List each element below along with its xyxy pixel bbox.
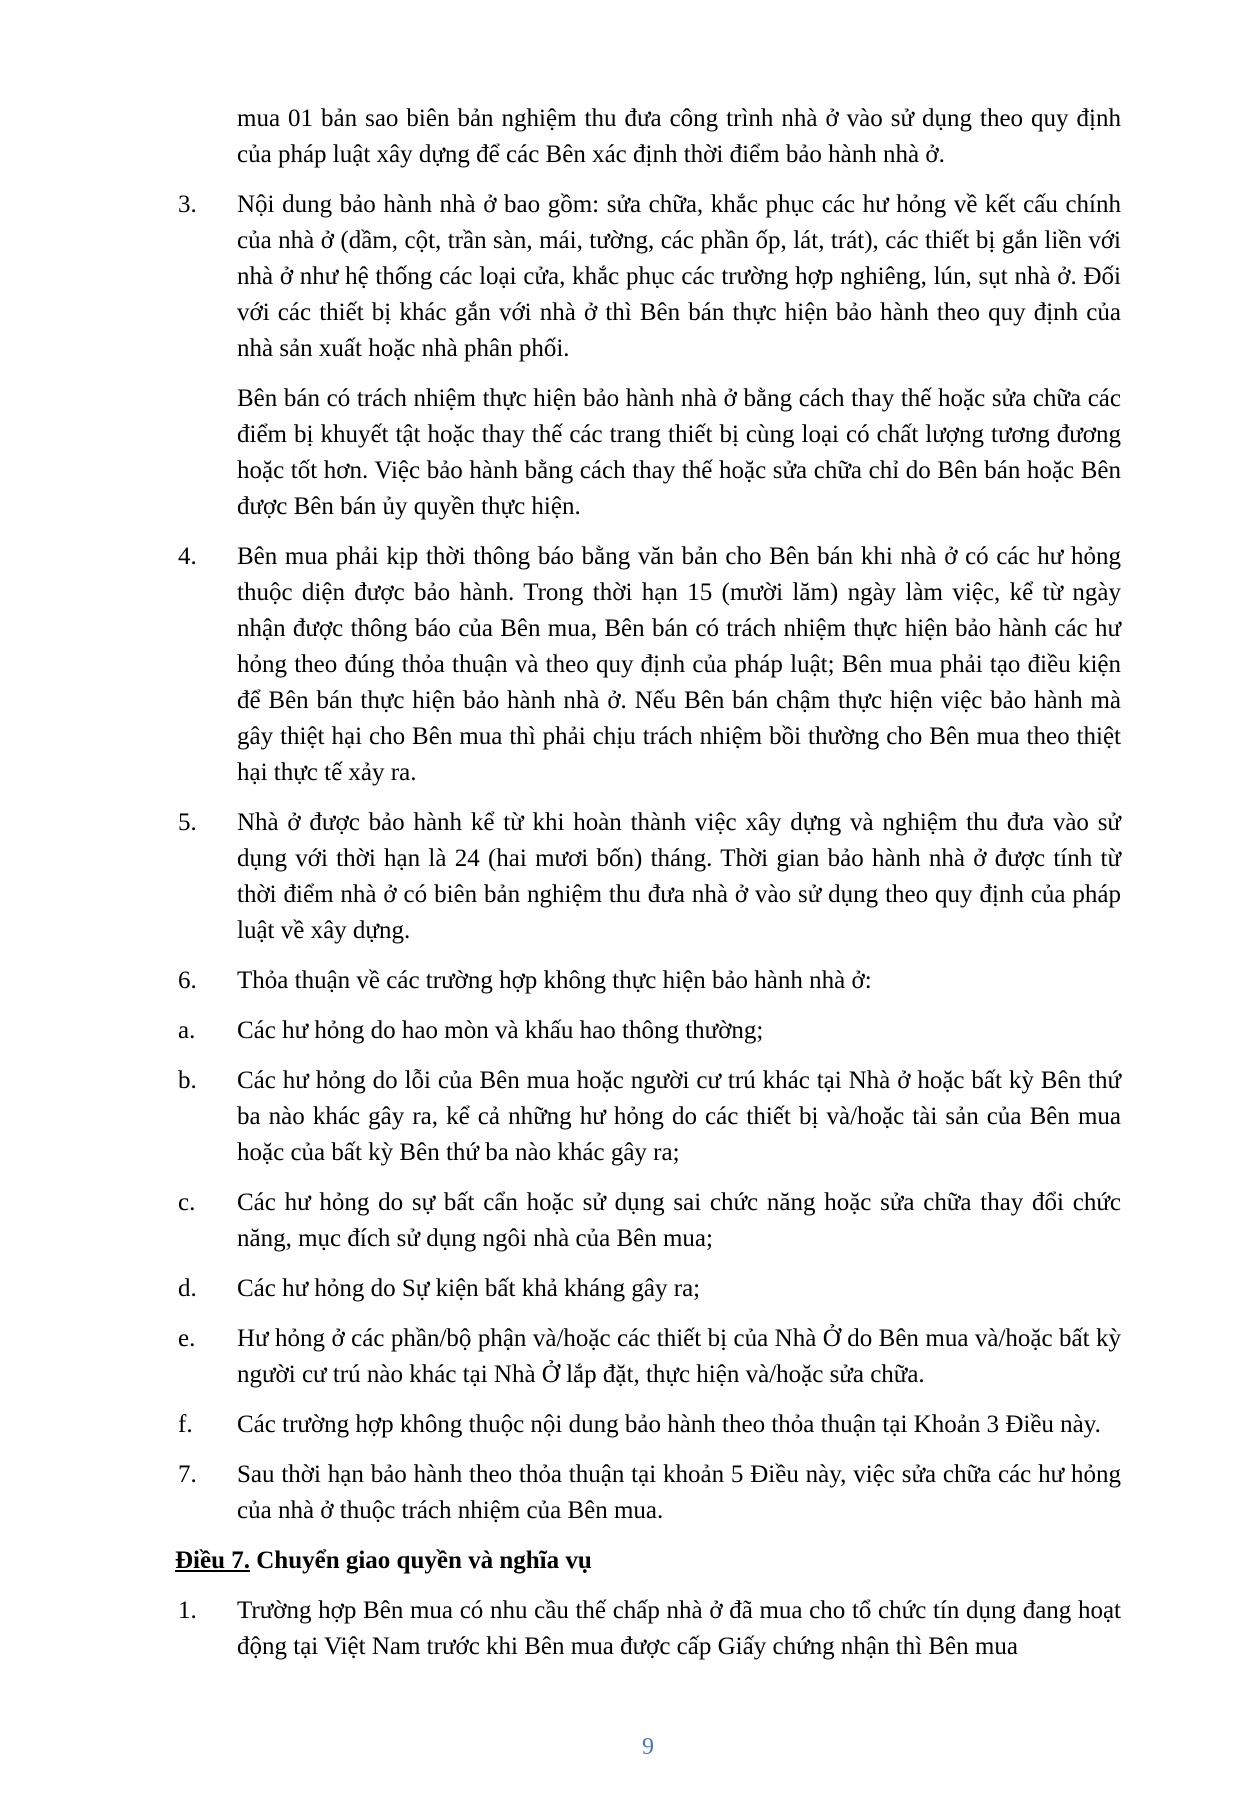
list-item (175, 805, 1121, 949)
list-marker: 4. (178, 543, 197, 570)
list-marker: 6. (178, 967, 197, 994)
list-marker: 5. (178, 809, 197, 836)
list-text: Bên mua phải kịp thời thông báo bằng văn bản cho Bên bán khi nhà ở có các hư hỏng thuộc diện được bảo hành. Trong thời hạn 15 (mười lăm) ngày làm việc, kể từ ngày nhận được thông báo của Bên mua, Bên bán có trách nhiệm thực hiện bảo hành các hư hỏng theo đúng thỏa thuận và theo quy định của pháp luật; Bên mua phải tạo điều kiện để Bên bán thực hiện bảo hành nhà ở. Nếu Bên bán chậm thực hiện việc bảo hành mà gây thiệt hại cho Bên mua thì phải chịu trách nhiệm bồi thường cho Bên mua theo thiệt hại thực tế xảy ra. (237, 543, 1121, 786)
list-marker: c. (178, 1189, 196, 1216)
section-heading (175, 1543, 1121, 1579)
list-text: Các hư hỏng do sự bất cẩn hoặc sử dụng sai chức năng hoặc sửa chữa thay đổi chức năng, mục đích sử dụng ngôi nhà của Bên mua; (237, 1189, 1121, 1252)
list-text: Nhà ở được bảo hành kể từ khi hoàn thành việc xây dựng và nghiệm thu đưa vào sử dụng với thời hạn là 24 (hai mươi bốn) tháng. Thời gian bảo hành nhà ở được tính từ thời điểm nhà ở có biên bản nghiệm thu đưa nhà ở vào sử dụng theo quy định của pháp luật về xây dựng. (237, 809, 1121, 944)
list-item (175, 1271, 1121, 1307)
list-item (175, 187, 1121, 367)
list-text: Thỏa thuận về các trường hợp không thực hiện bảo hành nhà ở: (237, 967, 872, 994)
list-item (175, 1063, 1121, 1171)
list-item (175, 1407, 1121, 1443)
list-text: Trường hợp Bên mua có nhu cầu thế chấp nhà ở đã mua cho tổ chức tín dụng đang hoạt động tại Việt Nam trước khi Bên mua được cấp Giấy chứng nhận thì Bên mua (237, 1597, 1121, 1660)
list-marker: 3. (178, 191, 197, 218)
list-text: Các hư hỏng do hao mòn và khấu hao thông thường; (237, 1017, 764, 1044)
list-text: Nội dung bảo hành nhà ở bao gồm: sửa chữa, khắc phục các hư hỏng về kết cấu chính của nhà ở (dầm, cột, trần sàn, mái, tường, các phần ốp, lát, trát), các thiết bị gắn liền với nhà ở như hệ thống các loại cửa, khắc phục các trường hợp nghiêng, lún, sụt nhà ở. Đối với các thiết bị khác gắn với nhà ở thì Bên bán thực hiện bảo hành theo quy định của nhà sản xuất hoặc nhà phân phối. (237, 191, 1121, 362)
list-item (175, 1185, 1121, 1257)
list-text: Các hư hỏng do lỗi của Bên mua hoặc người cư trú khác tại Nhà ở hoặc bất kỳ Bên thứ ba nào khác gây ra, kể cả những hư hỏng do các thiết bị và/hoặc tài sản của Bên mua hoặc của bất kỳ Bên thứ ba nào khác gây ra; (237, 1067, 1121, 1166)
list-item (175, 1013, 1121, 1049)
list-marker: a. (178, 1017, 196, 1044)
paragraph-text: mua 01 bản sao biên bản nghiệm thu đưa công trình nhà ở vào sử dụng theo quy định của pháp luật xây dựng để các Bên xác định thời điểm bảo hành nhà ở. (237, 105, 1121, 168)
list-marker: 7. (178, 1461, 197, 1488)
list-marker: b. (178, 1067, 197, 1094)
list-marker: d. (178, 1275, 197, 1302)
section-heading-title: Chuyển giao quyền và nghĩa vụ (256, 1547, 592, 1574)
list-text: Hư hỏng ở các phần/bộ phận và/hoặc các thiết bị của Nhà Ở do Bên mua và/hoặc bất kỳ người cư trú nào khác tại Nhà Ở lắp đặt, thực hiện và/hoặc sửa chữa. (237, 1325, 1121, 1388)
list-marker: 1. (178, 1597, 197, 1624)
list-marker: f. (178, 1411, 193, 1438)
paragraph (175, 101, 1121, 173)
document-body (175, 101, 1121, 1679)
list-item (175, 1457, 1121, 1529)
list-item (175, 539, 1121, 791)
list-text: Các hư hỏng do Sự kiện bất khả kháng gây ra; (237, 1275, 701, 1302)
list-text: Sau thời hạn bảo hành theo thỏa thuận tại khoản 5 Điều này, việc sửa chữa các hư hỏng của nhà ở thuộc trách nhiệm của Bên mua. (237, 1461, 1121, 1524)
list-marker: e. (178, 1325, 196, 1352)
paragraph (175, 381, 1121, 525)
list-item (175, 963, 1121, 999)
list-item (175, 1321, 1121, 1393)
page-number: 9 (642, 1734, 654, 1760)
list-item (175, 1593, 1121, 1665)
paragraph-text: Bên bán có trách nhiệm thực hiện bảo hành nhà ở bằng cách thay thế hoặc sửa chữa các điểm bị khuyết tật hoặc thay thế các trang thiết bị cùng loại có chất lượng tương đương hoặc tốt hơn. Việc bảo hành bằng cách thay thế hoặc sửa chữa chỉ do Bên bán hoặc Bên được Bên bán ủy quyền thực hiện. (237, 385, 1121, 520)
section-heading-label: Điều 7. (175, 1547, 250, 1574)
list-text: Các trường hợp không thuộc nội dung bảo hành theo thỏa thuận tại Khoản 3 Điều này. (237, 1411, 1101, 1438)
